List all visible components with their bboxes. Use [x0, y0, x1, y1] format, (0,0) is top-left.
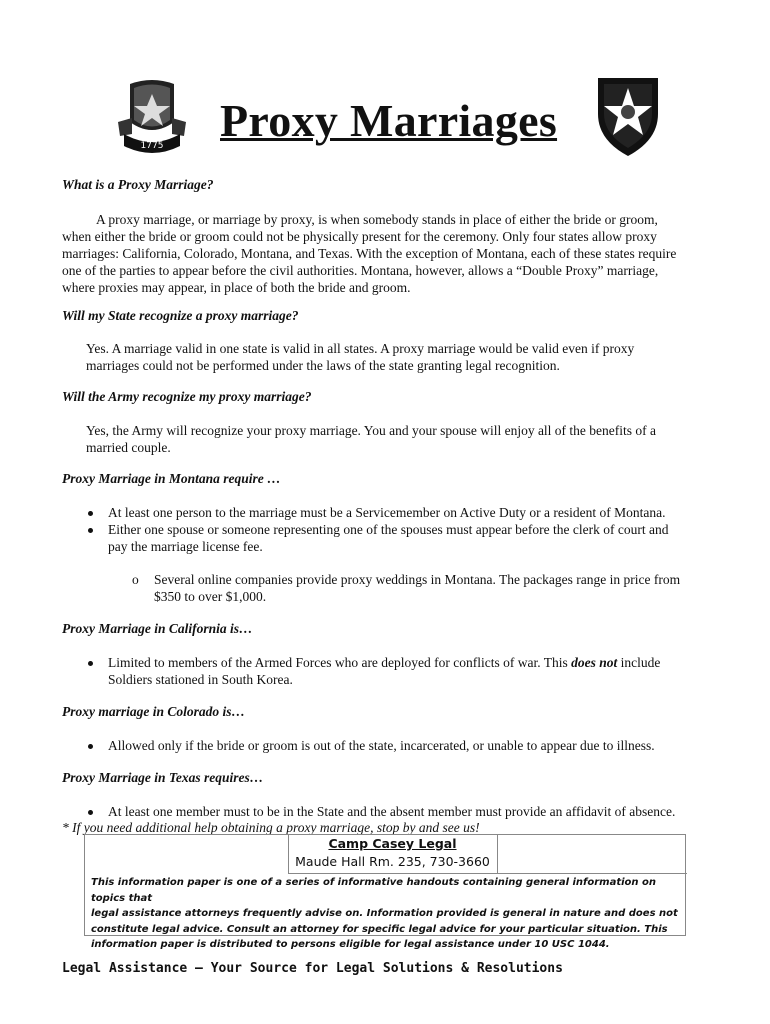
section-question: What is a Proxy Marriage?	[62, 177, 214, 192]
section-question: Proxy marriage in Colorado is…	[62, 704, 246, 719]
box-cell	[497, 835, 687, 874]
bullet-icon	[88, 744, 93, 749]
footer: Legal Assistance – Your Source for Legal Solutions & Resolutions	[62, 961, 563, 976]
bullet-icon	[88, 661, 93, 666]
list-item: Either one spouse or someone representing one of the spouses must appear before the clerk of court and pay the marriage license fee.	[108, 521, 748, 555]
list-item: At least one person to the marriage must be a Servicemember on Active Duty or a resident of Montana.	[108, 504, 748, 521]
info-box	[84, 834, 686, 950]
box-cell	[288, 835, 498, 874]
list-item: At least one member must to be in the State and the absent member must provide an affidavit of absence.	[108, 803, 748, 820]
section-body: Yes. A marriage valid in one state is valid in all states. A proxy marriage would be valid even if proxy marriages could not be performed under the laws of the state granting legal recognition.	[86, 341, 635, 373]
svg-text:1775: 1775	[140, 141, 164, 151]
bullet-icon	[88, 511, 93, 516]
section-question: Will the Army recognize my proxy marriage?	[62, 389, 312, 404]
section-question: Proxy Marriage in Texas requires…	[62, 770, 264, 785]
office-name: Camp Casey Legal	[328, 836, 457, 851]
crest-icon	[116, 76, 188, 158]
help-note: * If you need additional help obtaining a proxy marriage, stop by and see us!	[62, 820, 480, 835]
section-question: Will my State recognize a proxy marriage?	[62, 308, 299, 323]
list-item: Allowed only if the bride or groom is out of the state, incarcerated, or unable to appear due to illness.	[108, 737, 748, 754]
sub-bullet-icon: o	[132, 572, 139, 587]
box-cell	[85, 835, 289, 873]
section-question: Proxy Marriage in Montana require …	[62, 471, 281, 486]
section-question: Proxy Marriage in California is…	[62, 621, 253, 636]
disclaimer: This information paper is one of a series of informative handouts containing general information on topics that legal assistance attorneys frequently advise on. Information provided is general in nature and does not constitute legal advice. Consult an attorney for specific legal advice for your particular situation. This information paper is distributed to persons eligible for legal assistance under 10 USC 1044.	[91, 877, 678, 950]
section-body: Yes, the Army will recognize your proxy marriage. You and your spouse will enjoy all of the benefits of a married couple.	[86, 423, 657, 455]
shield-star-icon	[594, 74, 662, 158]
list-item: o Several online companies provide proxy weddings in Montana. The packages range in price from $350 to over $1,000.	[132, 572, 681, 604]
bullet-icon	[88, 810, 93, 815]
page-title: Proxy Marriages	[220, 95, 558, 146]
section-body: A proxy marriage, or marriage by proxy, is when somebody stands in place of either the bride or groom, when either the bride or groom could not be physically present for the ceremony. Only four states allow proxy marriages: California, Colorado, Montana, and Texas. With the exception of Montana, each of these states require one of the parties to appear before the civil authorities. Montana, however, allows a “Double Proxy” marriage, where proxies may appear, in place of both the bride and groom.	[62, 212, 677, 295]
list-item: Limited to members of the Armed Forces who are deployed for conflicts of war. This does not include Soldiers stationed in South Korea.	[108, 654, 748, 688]
bullet-icon	[88, 528, 93, 533]
office-address: Maude Hall Rm. 235, 730-3660	[295, 854, 490, 869]
